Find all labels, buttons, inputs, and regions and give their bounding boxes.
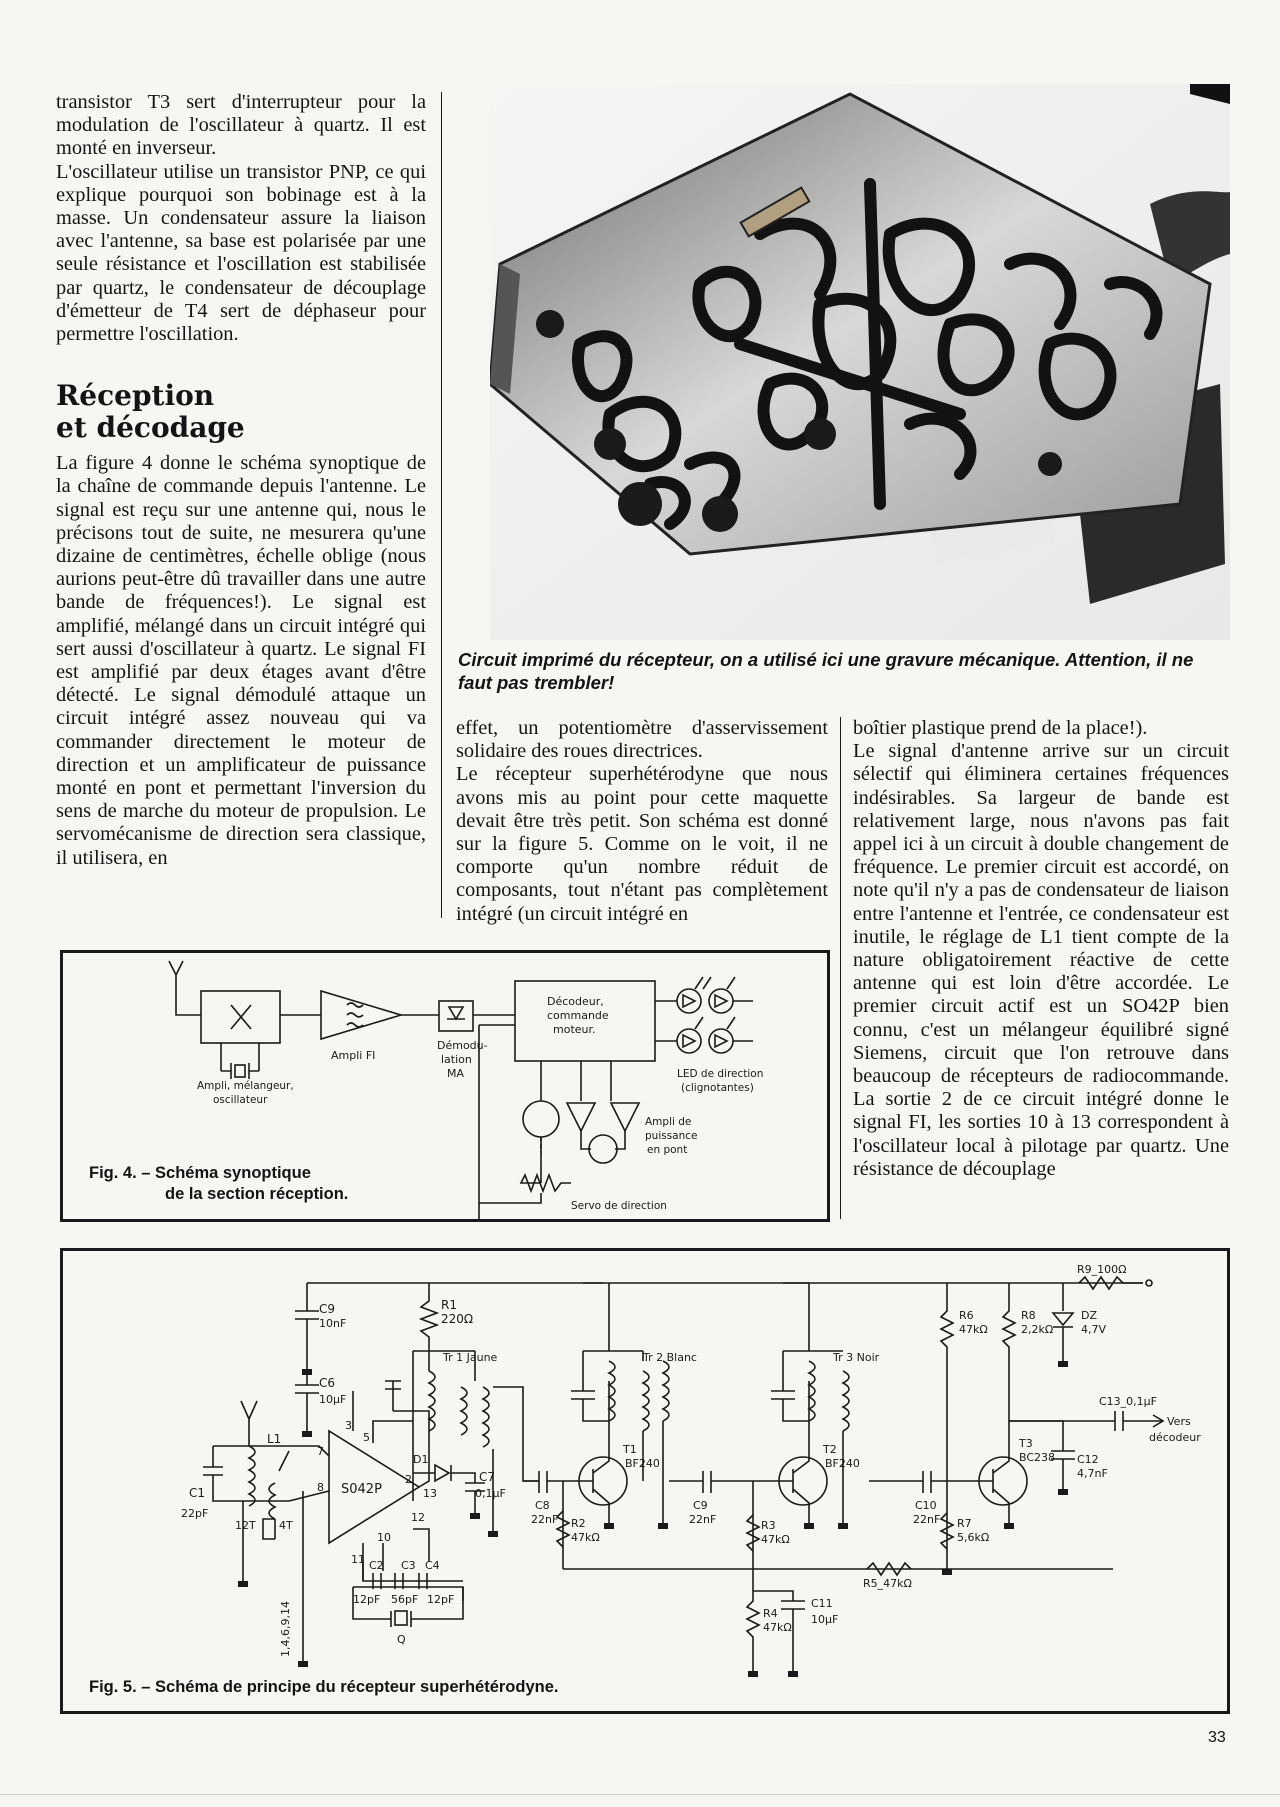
fig4-decoder-label-2: commande xyxy=(547,1009,609,1022)
label-t1-value: BF240 xyxy=(625,1457,660,1470)
fig4-demod-label-1: Démodu- xyxy=(437,1039,488,1052)
fig4-demod-label-2: lation xyxy=(441,1053,472,1066)
left-column xyxy=(56,91,426,870)
photo-caption: Circuit imprimé du récepteur, on a utilisé ici une gravure mécanique. Attention, il ne faut pas trembler! xyxy=(458,649,1194,693)
label-r2: R2 xyxy=(571,1517,586,1530)
label-r3: R3 xyxy=(761,1519,776,1532)
label-pin2: 2 xyxy=(405,1473,412,1486)
fig4-led-label-2: (clignotantes) xyxy=(681,1082,754,1094)
fig4-demod-label-3: MA xyxy=(447,1067,465,1080)
label-r3-value: 47kΩ xyxy=(761,1533,790,1546)
fig4-caption-line-2: de la section réception. xyxy=(165,1185,349,1203)
label-pin13: 13 xyxy=(423,1487,437,1500)
label-d1: D1 xyxy=(413,1453,429,1466)
label-c10: C10 xyxy=(915,1499,937,1512)
fig5-schematic xyxy=(63,1251,1227,1711)
label-r8-value: 2,2kΩ xyxy=(1021,1323,1054,1336)
label-q: Q xyxy=(397,1633,406,1646)
label-pin10: 10 xyxy=(377,1531,391,1544)
label-r7-value: 5,6kΩ xyxy=(957,1531,990,1544)
right-column xyxy=(853,717,1229,1181)
figure-5-schematic xyxy=(60,1248,1230,1714)
label-t3: T3 xyxy=(1019,1437,1033,1450)
left-paragraph-1: transistor T3 sert d'interrupteur pour la modulation de l'oscillateur à quartz. Il est monté en inverseur. xyxy=(56,91,426,160)
label-c1-value: 22pF xyxy=(181,1507,209,1520)
circuit-board-photo xyxy=(490,84,1230,640)
fig4-servo-label: Servo de direction xyxy=(571,1200,667,1212)
middle-column xyxy=(456,717,828,926)
right-paragraph-2: Le signal d'antenne arrive sur un circuit sélectif qui éliminera certaines fréquences indésirables. Sa largeur de bande est relativement large, nous n'avons pas fait appel ici à un circuit à double changement de fréquence. Le premier circuit est accordé, on note qu'il n'y a pas de condensateur de liaison entre l'antenne et l'entrée, ce condensateur est inutile, le réglage de L1 tient compte de la nature obligatoirement réactive de cette antenne qui est loin d'être accordée. Le premier circuit actif est un SO42P bien connu, c'est un mélangeur équilibré signé Siemens, circuit que l'on retrouve dans beaucoup de récepteurs de radiocommande. La sortie 2 de ce circuit intégré donne le signal FI, les sorties 10 à 13 correspondent à l'oscillateur local à pilotage par quartz. Une résistance de découplage xyxy=(853,740,1229,1180)
label-r2-value: 47kΩ xyxy=(571,1531,600,1544)
fig5-caption: Fig. 5. – Schéma de principe du récepteur superhétérodyne. xyxy=(89,1678,559,1696)
label-t1: T1 xyxy=(623,1443,637,1456)
heading-line-2: et décodage xyxy=(56,411,245,445)
label-c9: C9 xyxy=(319,1302,336,1316)
label-c9b-value: 22nF xyxy=(689,1513,717,1526)
label-t2: T2 xyxy=(823,1443,837,1456)
label-r8: R8 xyxy=(1021,1309,1036,1322)
label-r6-value: 47kΩ xyxy=(959,1323,988,1336)
label-c7-value: 0,1µF xyxy=(475,1487,506,1500)
fig4-power-label-3: en pont xyxy=(647,1144,688,1156)
label-c12-value: 4,7nF xyxy=(1077,1467,1108,1480)
label-dz: DZ xyxy=(1081,1309,1098,1322)
label-c4-value: 12pF xyxy=(427,1593,455,1606)
column-rule-middle xyxy=(840,717,841,1219)
fig4-caption-line-1: Fig. 4. – Schéma synoptique xyxy=(89,1164,311,1182)
label-r6: R6 xyxy=(959,1309,974,1322)
figure-4-block-diagram xyxy=(60,950,830,1222)
label-12t: 12T xyxy=(235,1519,256,1532)
label-tr2: Tr 2 Blanc xyxy=(643,1351,697,1364)
fig4-decoder-label-1: Décodeur, xyxy=(547,995,604,1008)
label-c10-value: 22nF xyxy=(913,1513,941,1526)
fig4-power-label-1: Ampli de xyxy=(645,1116,692,1128)
label-tr1: Tr 1 Jaune xyxy=(443,1351,498,1364)
label-c1: C1 xyxy=(189,1486,206,1500)
fig4-decoder-label-3: moteur. xyxy=(553,1023,596,1036)
label-4t: 4T xyxy=(279,1519,293,1532)
label-c4: C4 xyxy=(425,1559,440,1572)
label-r1: R1 xyxy=(441,1298,457,1312)
page-edge xyxy=(0,1794,1280,1795)
label-r7: R7 xyxy=(957,1517,972,1530)
label-pin5: 5 xyxy=(363,1431,370,1444)
label-c2: C2 xyxy=(369,1559,384,1572)
label-pin8: 8 xyxy=(317,1481,324,1494)
label-vers: Vers xyxy=(1167,1415,1191,1428)
label-c3-value: 56pF xyxy=(391,1593,419,1606)
label-r4: R4 xyxy=(763,1607,778,1620)
middle-paragraph-2: Le récepteur superhétérodyne que nous avons mis au point pour cette maquette devait être très petit. Son schéma est donné sur la figure 5. Comme on le voit, il ne comporte qu'un nombre réduit de composants, tout n'étant pas complètement intégré (un circuit intégré en xyxy=(456,763,828,925)
label-ic: S042P xyxy=(341,1482,382,1497)
left-paragraph-2: L'oscillateur utilise un transistor PNP, ce qui explique pourquoi son bobinage est à la masse. Un condensateur assure la liaison avec l'antenne, sa base est polarisée par une seule résistance et l'oscillation est stabilisée par quartz, le condensateur de découplage d'émetteur de T4 sert de déphaseur pour permettre l'oscillation. xyxy=(56,160,426,346)
label-t2-value: BF240 xyxy=(825,1457,860,1470)
label-r1-value: 220Ω xyxy=(441,1312,474,1326)
label-c11: C11 xyxy=(811,1597,833,1610)
right-paragraph-1: boîtier plastique prend de la place!). xyxy=(853,717,1148,739)
label-ground-pins: 1,4,6,9,14 xyxy=(279,1601,292,1657)
label-pin7: 7 xyxy=(317,1445,324,1458)
label-pin12: 12 xyxy=(411,1511,425,1524)
label-c8-value: 22nF xyxy=(531,1513,559,1526)
label-r9: R9_100Ω xyxy=(1077,1263,1127,1276)
heading-line-1: Réception xyxy=(56,379,215,413)
label-c6: C6 xyxy=(319,1376,336,1390)
label-t3-value: BC238 xyxy=(1019,1451,1056,1464)
label-c2-value: 12pF xyxy=(353,1593,381,1606)
left-paragraph-3: La figure 4 donne le schéma synoptique de la chaîne de commande depuis l'antenne. Le signal est reçu sur une antenne qui, nous le précisons tout de suite, ne mesurera qu'une dizaine de centimètres, échelle oblige (nous aurions peut-être dû travailler dans une autre bande de fréquences!). Le signal est amplifié, mélangé dans un circuit intégré qui sert aussi d'oscillateur à quartz. Le signal FI est amplifié par deux étages avant d'être détecté. Le signal démodulé attaque un circuit intégré assez nouveau qui va commander directement le moteur de direction et un amplificateur de puissance monté en pont et permettant l'inversion du sens de marche du moteur de propulsion. Le servomécanisme de direction sera classique, il utilisera, en xyxy=(56,452,426,869)
label-r4-value: 47kΩ xyxy=(763,1621,792,1634)
fig4-mixer-label-2: oscillateur xyxy=(213,1094,268,1106)
label-l1: L1 xyxy=(267,1432,282,1446)
fig4-amp-fi-label: Ampli FI xyxy=(331,1049,376,1062)
label-c8: C8 xyxy=(535,1499,550,1512)
label-c13: C13_0,1µF xyxy=(1099,1395,1157,1408)
column-rule-left xyxy=(441,92,442,918)
middle-paragraph-1: effet, un potentiomètre d'asservissement solidaire des roues directrices. xyxy=(456,717,828,763)
label-decodeur: décodeur xyxy=(1149,1431,1201,1444)
label-pin11: 11 xyxy=(351,1553,365,1566)
label-c3: C3 xyxy=(401,1559,416,1572)
label-c11-value: 10µF xyxy=(811,1613,839,1626)
label-tr3: Tr 3 Noir xyxy=(833,1351,880,1364)
fig4-led-label-1: LED de direction xyxy=(677,1068,764,1080)
label-pin3: 3 xyxy=(345,1419,352,1432)
label-r5: R5_47kΩ xyxy=(863,1577,912,1590)
fig4-mixer-label-1: Ampli, mélangeur, xyxy=(197,1080,294,1092)
page-number: 33 xyxy=(1208,1729,1226,1746)
label-c9-value: 10nF xyxy=(319,1317,347,1330)
section-heading xyxy=(56,380,426,444)
label-c12: C12 xyxy=(1077,1453,1099,1466)
fig4-power-label-2: puissance xyxy=(645,1130,698,1142)
label-dz-value: 4,7V xyxy=(1081,1323,1107,1336)
label-c9b: C9 xyxy=(693,1499,708,1512)
label-c6-value: 10µF xyxy=(319,1393,347,1406)
label-c7: C7 xyxy=(479,1470,496,1484)
fig4-caption xyxy=(89,1163,348,1205)
